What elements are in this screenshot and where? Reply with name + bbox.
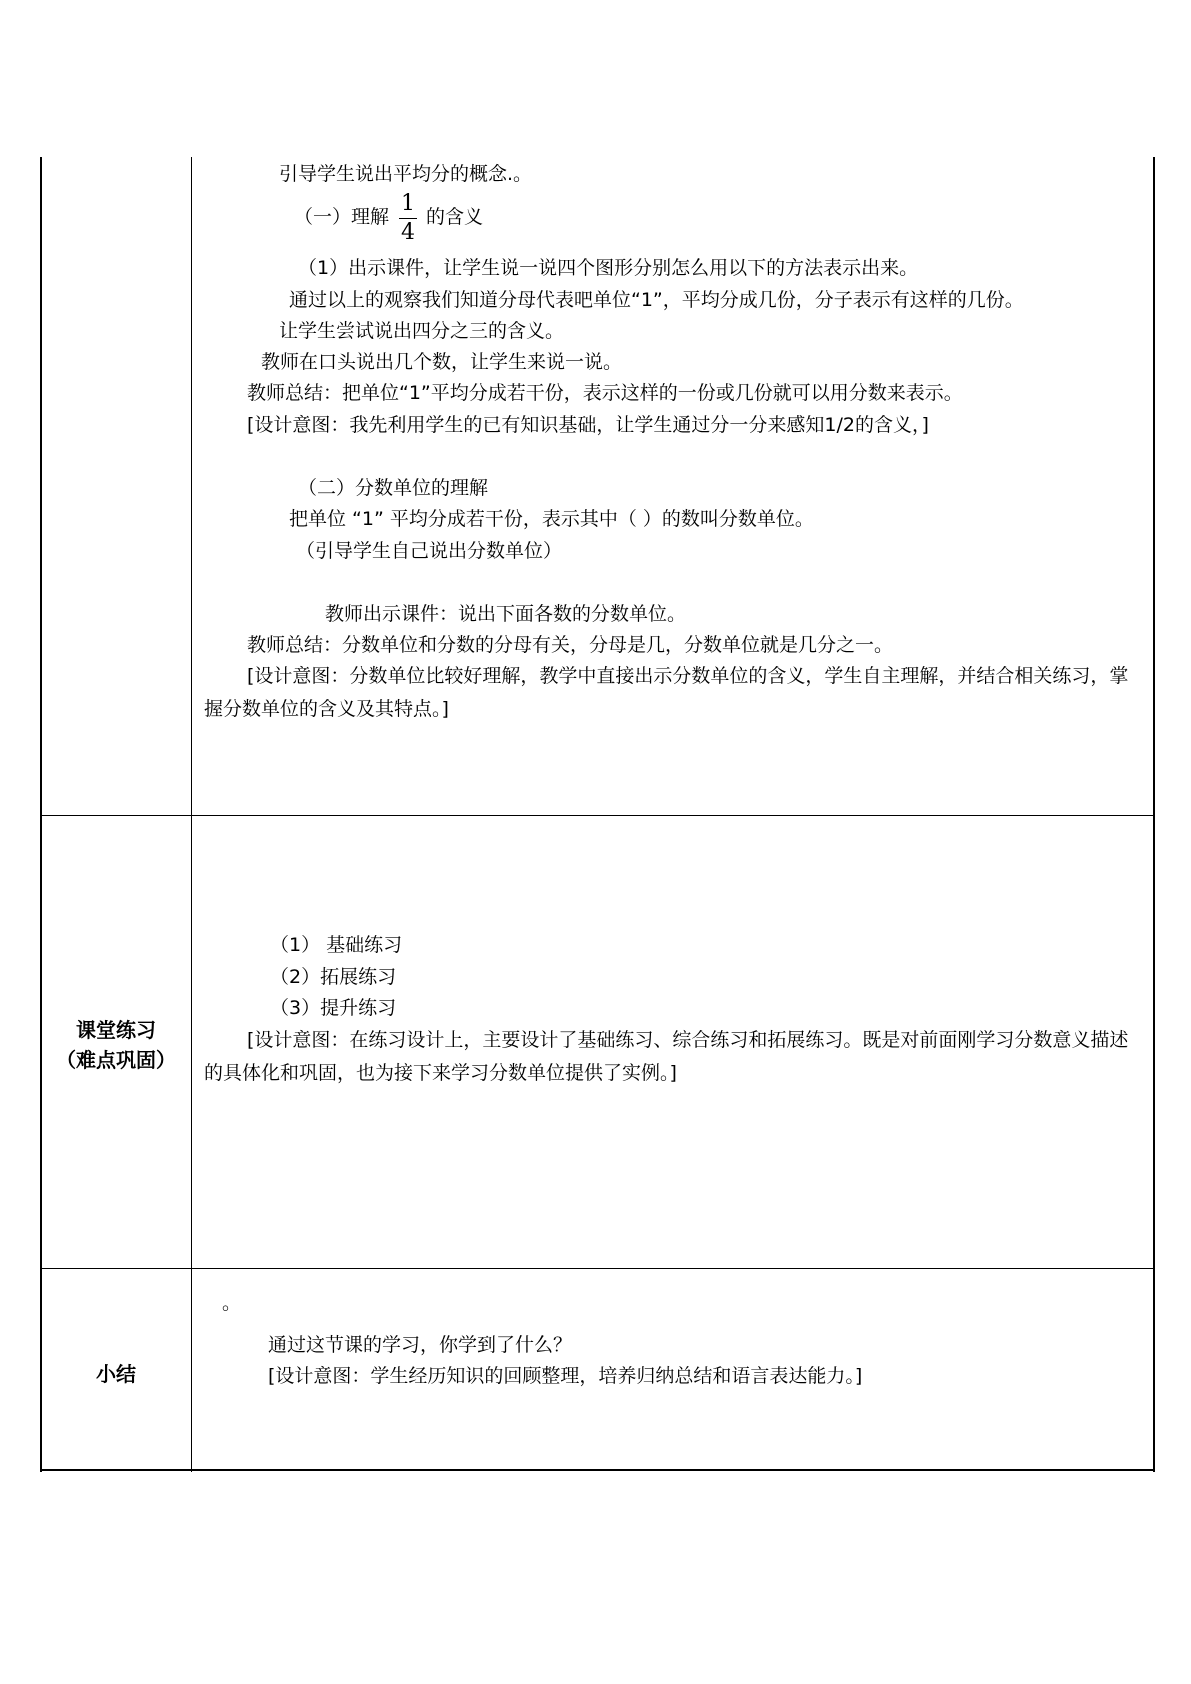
design-intent: [设计意图：我先利用学生的已有知识基础，让学生通过分一分来感知1/2的含义，] [247,414,929,436]
design-intent: [设计意图：在练习设计上，主要设计了基础练习、综合练习和拓展练习。既是对前面刚学习分数意义描述的具体化和巩固，也为接下来学习分数单位提供了实例。] [204,1029,1129,1084]
row-label-line: 课堂练习 [76,1018,156,1042]
content-line: 引导学生说出平均分的概念.。 [279,163,533,185]
practice-item: （2）拓展练习 [270,966,397,988]
content-line: 教师在口头说出几个数，让学生来说一说。 [261,351,623,373]
section-heading-suffix: 的含义 [426,206,484,228]
section-heading: （二）分数单位的理解 [298,477,489,499]
content-line: 教师出示课件：说出下面各数的分数单位。 [325,603,687,625]
teacher-summary: 教师总结：分数单位和分数的分母有关，分母是几，分数单位就是几分之一。 [247,634,894,656]
fraction-denominator: 4 [401,220,415,245]
row-label-summary: 小结 [96,1362,136,1386]
practice-item: （1） 基础练习 [270,934,403,956]
content-line: 。 [222,1292,242,1314]
row-label-practice [41,1015,191,1075]
row-divider-1 [40,815,1155,816]
content-line: （引导学生自己说出分数单位） [296,540,563,562]
teacher-summary: 教师总结：把单位“1”平均分成若干份，表示这样的一份或几份就可以用分数来表示。 [247,382,963,404]
practice-item: （3）提升练习 [270,997,397,1019]
content-line: （1）出示课件，让学生说一说四个图形分别怎么用以下的方法表示出来。 [298,257,919,279]
section-heading: （一）理解 [294,206,390,228]
content-line: 让学生尝试说出四分之三的含义。 [279,320,565,342]
design-intent: [设计意图：学生经历知识的回顾整理，培养归纳总结和语言表达能力。] [268,1365,863,1387]
content-line: 通过这节课的学习，你学到了什么？ [268,1334,573,1356]
fraction-numerator: 1 [401,191,415,216]
design-intent: [设计意图：分数单位比较好理解，教学中直接出示分数单位的含义，学生自主理解，并结合相关练习，掌握分数单位的含义及其特点。] [204,665,1129,720]
row-label-line: （难点巩固） [56,1048,176,1072]
row-divider-2 [40,1268,1155,1269]
content-line: 把单位 “1” 平均分成若干份，表示其中（ ）的数叫分数单位。 [289,508,814,530]
fraction-one-quarter [397,192,419,245]
table-bottom-border [40,1469,1155,1471]
content-line: 通过以上的观察我们知道分母代表吧单位“1”，平均分成几份，分子表示有这样的几份。 [289,289,1024,311]
fraction-bar [399,218,417,219]
